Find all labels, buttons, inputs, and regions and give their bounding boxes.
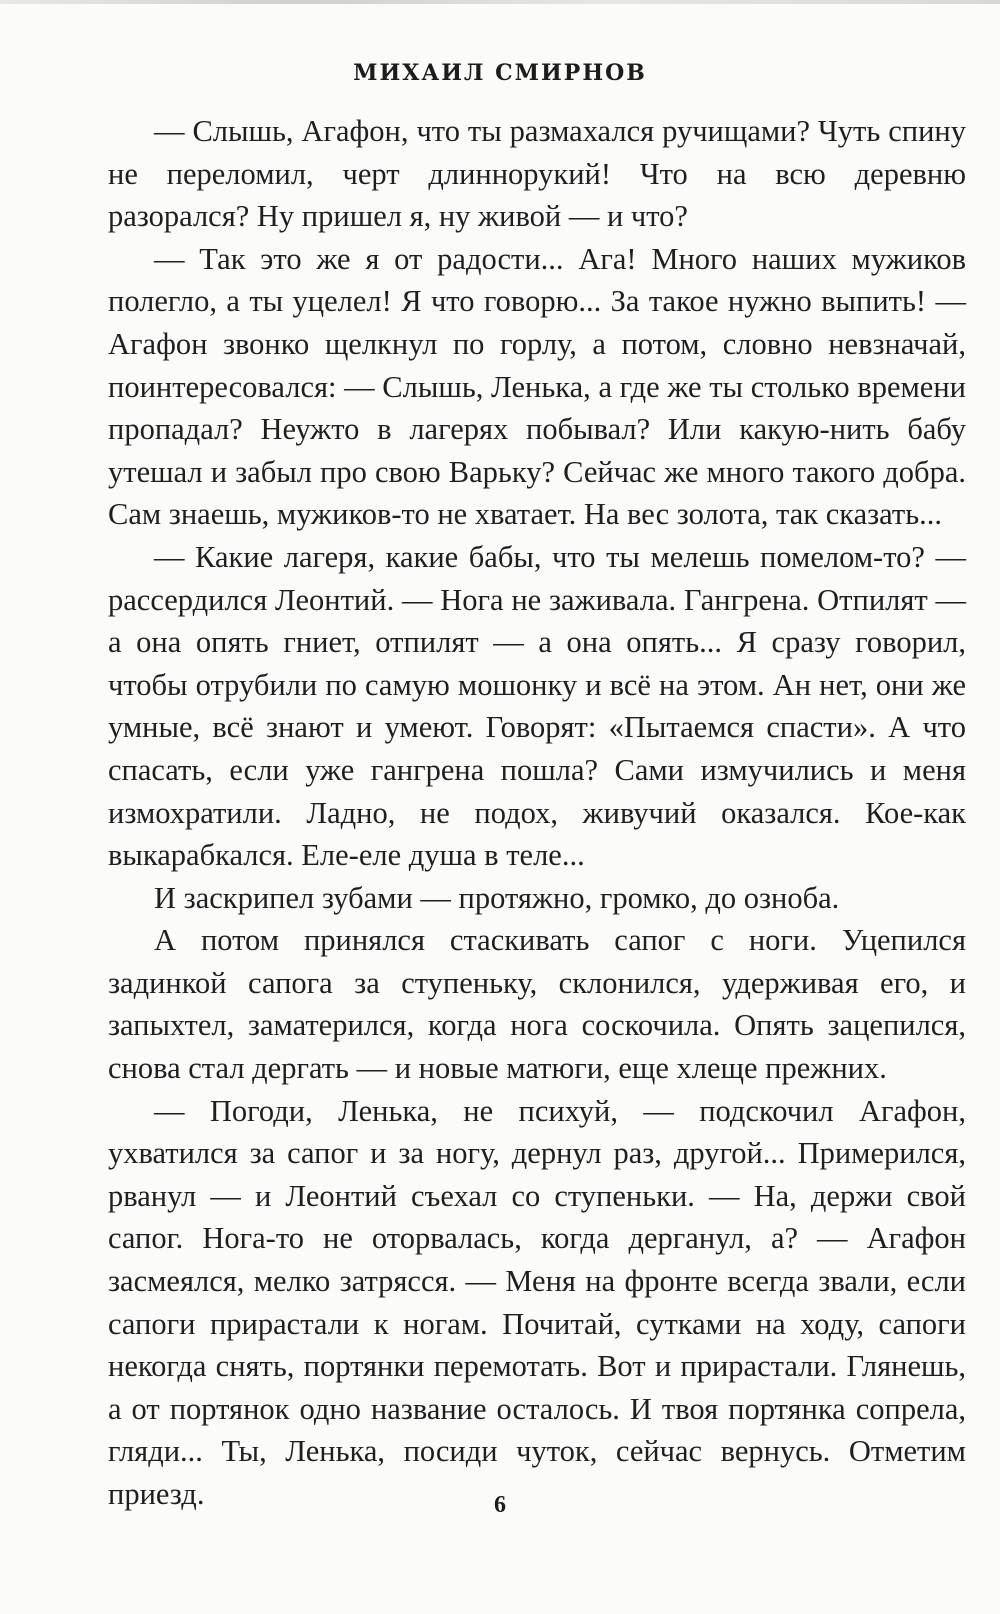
paragraph: — Какие лагеря, какие бабы, что ты мелешь помелом-то? — рассердился Леонтий. — Нога не заживала. Гангрена. Отпилят — а она опять гниет, отпилят — а она опять... Я сразу говорил, чтобы отрубили по самую мошонку и всё на этом. Ан нет, они же умные, всё знают и умеют. Говорят: «Пытаемся спасти». А что спасать, если уже гангрена пошла? Сами измучились и меня измохратили. Ладно, не подох, живучий оказался. Кое-как выкарабкался. Еле-еле душа в теле...	[108, 539, 966, 873]
scan-edge	[0, 0, 1000, 4]
paragraph: А потом принялся стаскивать сапог с ноги. Уцепился задинкой сапога за ступеньку, склонился, удерживая его, и запыхтел, заматерился, когда нога соскочила. Опять зацепился, снова стал дергать — и новые матюги, еще хлеще прежних.	[108, 923, 966, 1086]
paragraph: — Так это же я от радости... Ага! Много наших мужиков полегло, а ты уцелел! Я что говорю... За такое нужно выпить! — Агафон звонко щелкнул по горлу, а потом, словно невзначай, поинтересовался: — Слышь, Ленька, а где же ты столько времени пропадал? Неужто в лагерях побывал? Или какую-нить бабу утешал и забыл про свою Варьку? Сейчас же много такого добра. Сам знаешь, мужиков-то не хватает. На вес золота, так сказать...	[108, 241, 966, 532]
paragraph: — Слышь, Агафон, что ты размахался ручищами? Чуть спину не переломил, черт длиннорукий! Что на всю деревню разорался? Ну пришел я, ну живой — и что?	[108, 114, 966, 234]
paragraph: И заскрипел зубами — протяжно, громко, до озноба.	[154, 880, 840, 915]
body-text	[108, 110, 966, 1516]
page-number: 6	[494, 1492, 506, 1518]
paragraph: — Погоди, Ленька, не психуй, — подскочил Агафон, ухватился за сапог и за ногу, дернул раз, другой... Примерился, рванул — и Леонтий съехал со ступеньки. — На, держи свой сапог. Нога-то не оторвалась, когда дерганул, а? — Агафон засмеялся, мелко затрясся. — Меня на фронте всегда звали, если сапоги прирастали к ногам. Почитай, сутками на ходу, сапоги некогда снять, портянки перемотать. Вот и прирастали. Глянешь, а от портянок одно название осталось. И твоя портянка сопрела, гляди... Ты, Ленька, посиди чуток, сейчас вернусь. Отметим приезд.	[108, 1093, 966, 1511]
running-head-author: МИХАИЛ СМИРНОВ	[353, 60, 647, 86]
